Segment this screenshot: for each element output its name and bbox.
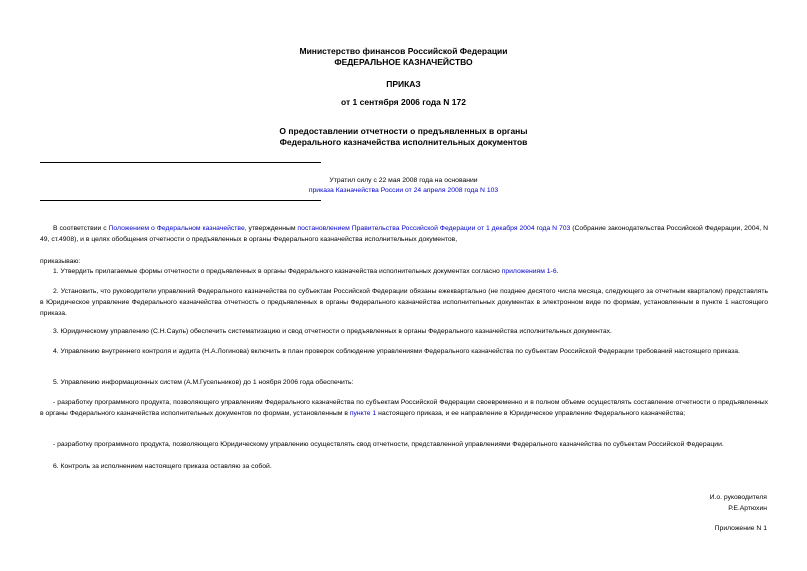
divider-top bbox=[40, 162, 321, 163]
repeal-note: Утратил силу с 22 мая 2008 года на основании bbox=[329, 177, 478, 184]
item-3: 3. Юридическому управлению (С.Н.Сауль) обеспечить систематизацию и свод отчетности о предъявленных в органы Федерального казначейства исполнительных документах. bbox=[53, 328, 612, 335]
doc-type: ПРИКАЗ bbox=[386, 79, 421, 89]
item-5a-end: настоящего приказа, и ее направление в Юридическое управление Федерального казначейства; bbox=[376, 410, 686, 417]
doc-date-number: от 1 сентября 2006 года N 172 bbox=[341, 97, 466, 107]
item-6: 6. Контроль за исполнением настоящего приказа оставляю за собой. bbox=[53, 463, 272, 470]
preamble-text-1: В соответствии с bbox=[53, 225, 109, 232]
preamble-text-2: , утвержденным bbox=[244, 225, 298, 232]
item-4: 4. Управлению внутреннего контроля и аудита (Н.А.Логинова) включить в план проверок соблюдение управлениями Федерального казначейства по субъектам Российской Федерации требований настоящего приказа. bbox=[53, 348, 740, 355]
item-5b: - разработку программного продукта, позволяющего Юридическому управлению осуществлять свод отчетности, представленной управлениями Федерального казначейства по субъектам Российской Федерации. bbox=[53, 441, 724, 448]
order-word: приказываю: bbox=[40, 258, 81, 265]
item-1-end: . bbox=[556, 268, 559, 275]
doc-title-line1: О предоставлении отчетности о предъявленных в органы bbox=[279, 126, 528, 136]
repeal-order-link[interactable]: приказа Казначейства России от 24 апреля 2008 года N 103 bbox=[308, 187, 499, 194]
point-1-link[interactable]: пункте 1 bbox=[349, 410, 377, 417]
appendices-link[interactable]: приложениям 1-6 bbox=[501, 268, 557, 275]
item-5a-text: - разработку программного продукта, позволяющего управлениям Федерального казначейства по субъектам Российской Федерации своевременно и в полном объеме осуществлять составление отчетности о предъявленных в органы Федерального казначейства исполнительных документов по формам, установленным в bbox=[40, 399, 768, 417]
statute-link[interactable]: Положением о Федеральном казначействе bbox=[108, 225, 245, 232]
repeal-link-row bbox=[0, 185, 807, 196]
item-1 bbox=[40, 266, 768, 277]
appendix-heading: Приложение N 1 bbox=[714, 525, 767, 532]
item-5: 5. Управлению информационных систем (А.М.Гусельников) до 1 ноября 2006 года обеспечить: bbox=[53, 379, 354, 386]
header-ministry: Министерство финансов Российской Федерации bbox=[299, 46, 508, 56]
item-1-text: 1. Утвердить прилагаемые формы отчетности о предъявленных в органы Федерального казначейства исполнительных документах согласно bbox=[53, 268, 502, 275]
government-decree-link[interactable]: постановлением Правительства Российской Федерации от 1 декабря 2004 года N 703 bbox=[297, 225, 571, 232]
signature-role: И.о. руководителя bbox=[709, 494, 767, 501]
item-5a bbox=[40, 397, 768, 419]
divider-bottom bbox=[40, 200, 321, 201]
header-agency: ФЕДЕРАЛЬНОЕ КАЗНАЧЕЙСТВО bbox=[334, 57, 473, 67]
preamble-text-3: (Собрание законодательства Российской Федерации, 2004, N 49, ст.4908), и в целях обобщения отчетности о предъявленных в органы Федерального казначейства исполнительных документов, bbox=[40, 225, 768, 243]
doc-title-line2: Федерального казначейства исполнительных документов bbox=[279, 137, 528, 147]
item-2: 2. Установить, что руководители управлений Федерального казначейства по субъектам Российской Федерации обязаны ежеквартально (не позднее десятого числа месяца, следующего за отчетным кварталом) представлять в Юридическое управление Федерального казначейства отчетность о предъявленных в органы Федерального казначейства исполнительных документах в электронном виде по формам, установленным в пункте 1 настоящего приказа. bbox=[40, 288, 768, 317]
preamble bbox=[40, 223, 768, 245]
signature-name: Р.Е.Артюхин bbox=[728, 505, 767, 512]
